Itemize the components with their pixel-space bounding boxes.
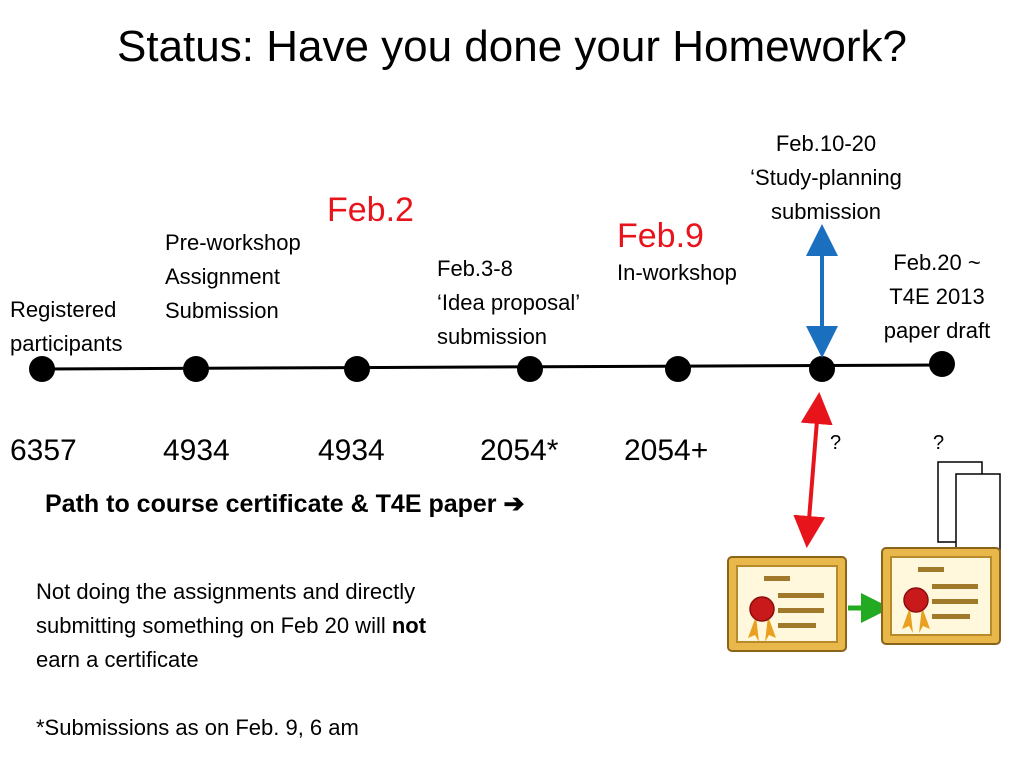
certificate-icon (728, 557, 846, 651)
red-double-arrow (808, 408, 818, 532)
count-registered: 6357 (10, 434, 77, 467)
milestone-date-feb2: Feb.2 (327, 191, 414, 229)
milestone-label-pre-workshop: Pre-workshop Assignment Submission (165, 230, 301, 323)
footnote: *Submissions as on Feb. 9, 6 am (36, 715, 359, 740)
note-text: Not doing the assignments and directly submitting something on Feb 20 will not earn a certificate (36, 579, 427, 672)
milestone-dot (344, 356, 370, 382)
path-to-certificate-text: Path to course certificate & T4E paper ➔ (45, 490, 525, 518)
milestone-label-study-planning: Feb.10-20 ‘Study-planning submission (750, 131, 902, 224)
count-in-workshop: 2054+ (624, 434, 709, 467)
milestone-dot (665, 356, 691, 382)
milestone-label-idea-proposal: Feb.3-8 ‘Idea proposal’ submission (437, 256, 581, 349)
milestone-label-paper-draft: Feb.20 ~ T4E 2013 paper draft (883, 250, 991, 343)
count-study-planning: ? (830, 432, 842, 454)
count-paper-draft: ? (933, 432, 945, 454)
milestone-dot (929, 351, 955, 377)
documents-icon (938, 462, 1000, 554)
count-feb2: 4934 (318, 434, 385, 467)
timeline-line (42, 365, 942, 369)
certificate-icon (882, 548, 1000, 644)
milestone-label-feb9: Feb.9 In-workshop (617, 217, 737, 285)
count-pre-workshop: 4934 (163, 434, 230, 467)
milestone-dot (183, 356, 209, 382)
right-arrow-icon: ➔ (503, 490, 525, 518)
milestone-dot (809, 356, 835, 382)
milestone-label-registered: Registered participants (10, 297, 123, 356)
milestone-dot (517, 356, 543, 382)
count-idea-proposal: 2054* (480, 434, 559, 467)
page-title: Status: Have you done your Homework? (117, 22, 907, 71)
